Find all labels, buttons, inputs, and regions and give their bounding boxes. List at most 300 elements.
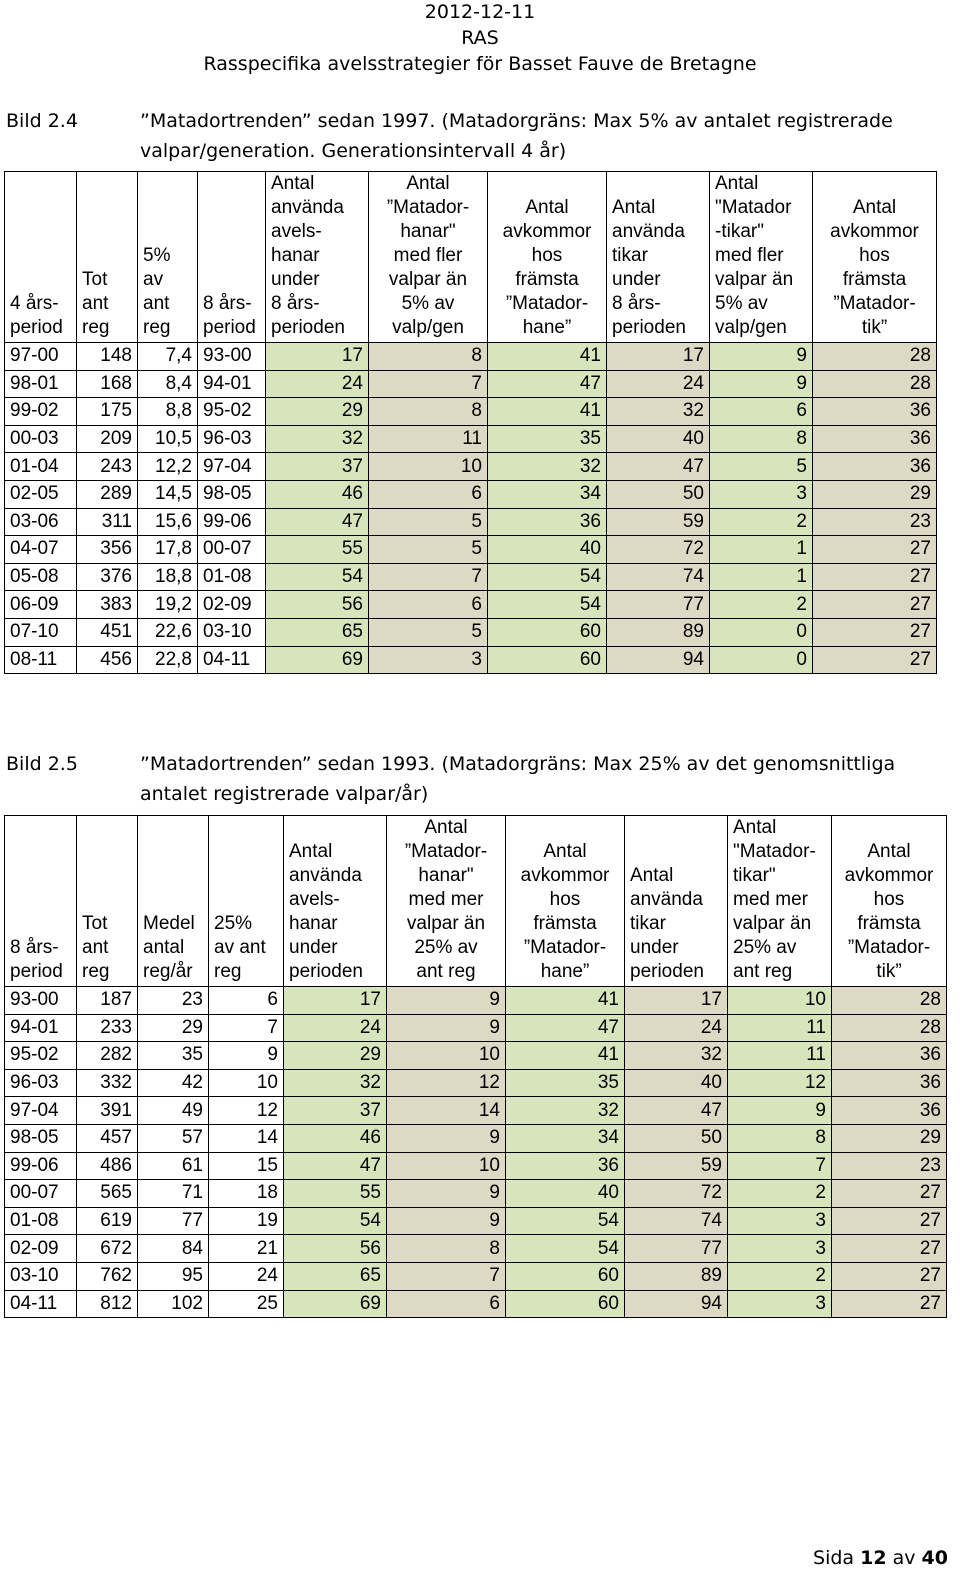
bild24-label: Bild 2.4 xyxy=(6,110,78,132)
table-cell: 8 xyxy=(369,343,488,371)
bild24-caption-block xyxy=(0,106,960,168)
table-cell: 7,4 xyxy=(138,343,198,371)
table-cell: 97-04 xyxy=(198,453,266,481)
bild25-col-header-line: ”Matador- xyxy=(847,937,931,958)
table-cell: 74 xyxy=(625,1207,728,1235)
table-cell: 10,5 xyxy=(138,425,198,453)
table-cell: 29 xyxy=(284,1042,387,1070)
table-cell: 47 xyxy=(625,1097,728,1125)
bild25-col-header-line: valpar än xyxy=(733,913,812,934)
table-cell: 28 xyxy=(813,370,937,398)
table-cell: 27 xyxy=(832,1235,947,1263)
table-row xyxy=(5,563,937,591)
table-cell: 27 xyxy=(832,1207,947,1235)
table-cell: 15 xyxy=(209,1152,284,1180)
table-cell: 00-03 xyxy=(5,425,77,453)
table-row xyxy=(5,480,937,508)
bild25-col-header-line: perioden xyxy=(289,961,363,982)
table-cell: 32 xyxy=(625,1042,728,1070)
bild25-col-header-line: hos xyxy=(549,889,581,910)
table-cell: 209 xyxy=(77,425,138,453)
table-cell: 60 xyxy=(488,646,607,674)
table-cell: 3 xyxy=(728,1290,832,1318)
bild25-col-header-line: avels- xyxy=(289,889,340,910)
bild25-col-header-line: ”Matador- xyxy=(523,937,607,958)
bild24-col-header-line: ”Matador- xyxy=(833,293,916,314)
footer-prefix: Sida xyxy=(813,1547,855,1569)
table-cell: 98-05 xyxy=(5,1124,77,1152)
table-cell: 94-01 xyxy=(198,370,266,398)
bild25-col-header-line: Antal xyxy=(867,841,911,862)
table-cell: 59 xyxy=(625,1152,728,1180)
table-cell: 42 xyxy=(138,1069,209,1097)
bild24-col-header-line: med fler xyxy=(715,245,784,266)
table-cell: 36 xyxy=(832,1042,947,1070)
table-cell: 36 xyxy=(506,1152,625,1180)
table-cell: 5 xyxy=(369,618,488,646)
table-cell: 89 xyxy=(625,1262,728,1290)
table-row xyxy=(5,425,937,453)
table-cell: 9 xyxy=(387,1180,506,1208)
table-row xyxy=(5,618,937,646)
table-cell: 9 xyxy=(387,987,506,1015)
table-cell: 2 xyxy=(728,1262,832,1290)
table-cell: 00-07 xyxy=(5,1180,77,1208)
table-cell: 69 xyxy=(284,1290,387,1318)
bild25-col-header xyxy=(832,816,947,987)
table-cell: 37 xyxy=(284,1097,387,1125)
table-cell: 11 xyxy=(728,1014,832,1042)
table-cell: 6 xyxy=(710,398,813,426)
bild24-col-header-line: period xyxy=(10,317,63,338)
table-cell: 54 xyxy=(506,1207,625,1235)
table-cell: 3 xyxy=(369,646,488,674)
table-cell: 27 xyxy=(813,563,937,591)
table-cell: 06-09 xyxy=(5,591,77,619)
bild24-col-header-line: "Matador xyxy=(715,197,792,218)
table-cell: 36 xyxy=(813,398,937,426)
table-cell: 1 xyxy=(710,536,813,564)
table-cell: 7 xyxy=(369,563,488,591)
table-row xyxy=(5,398,937,426)
bild24-col-header-line: använda xyxy=(612,221,685,242)
table-cell: 24 xyxy=(266,370,369,398)
table-cell: 376 xyxy=(77,563,138,591)
table-cell: 168 xyxy=(77,370,138,398)
table-cell: 14,5 xyxy=(138,480,198,508)
bild24-col-header-line: avkommor xyxy=(830,221,919,242)
table-cell: 94-01 xyxy=(5,1014,77,1042)
table-cell: 59 xyxy=(607,508,710,536)
table-cell: 02-09 xyxy=(5,1235,77,1263)
bild24-col-header-line: period xyxy=(203,317,256,338)
table-cell: 27 xyxy=(813,618,937,646)
footer-total: 40 xyxy=(921,1547,948,1569)
table-cell: 27 xyxy=(813,646,937,674)
bild25-col-header-line: tikar" xyxy=(733,865,776,886)
bild25-col-header-line: Antal xyxy=(630,865,674,886)
table-cell: 27 xyxy=(832,1180,947,1208)
bild25-col-header xyxy=(138,816,209,987)
table-cell: 54 xyxy=(488,563,607,591)
table-cell: 40 xyxy=(625,1069,728,1097)
table-cell: 1 xyxy=(710,563,813,591)
table-cell: 32 xyxy=(607,398,710,426)
table-cell: 50 xyxy=(607,480,710,508)
table-cell: 9 xyxy=(387,1014,506,1042)
table-cell: 84 xyxy=(138,1235,209,1263)
table-cell: 77 xyxy=(138,1207,209,1235)
footer-sep: av xyxy=(892,1547,916,1569)
bild24-col-header xyxy=(266,172,369,343)
table-cell: 28 xyxy=(832,1014,947,1042)
bild24-col-header-line: perioden xyxy=(271,317,345,338)
table-cell: 23 xyxy=(813,508,937,536)
table-cell: 65 xyxy=(284,1262,387,1290)
bild24-col-header xyxy=(813,172,937,343)
table-cell: 2 xyxy=(710,591,813,619)
bild25-col-header xyxy=(506,816,625,987)
table-cell: 5 xyxy=(369,508,488,536)
table-row xyxy=(5,343,937,371)
table-cell: 97-04 xyxy=(5,1097,77,1125)
bild24-col-header xyxy=(5,172,77,343)
table-cell: 8,4 xyxy=(138,370,198,398)
bild25-col-header-line: "Matador- xyxy=(733,841,816,862)
table-cell: 04-11 xyxy=(198,646,266,674)
table-cell: 12,2 xyxy=(138,453,198,481)
table-cell: 24 xyxy=(607,370,710,398)
table-cell: 391 xyxy=(77,1097,138,1125)
table-cell: 47 xyxy=(488,370,607,398)
table-cell: 61 xyxy=(138,1152,209,1180)
table-cell: 565 xyxy=(77,1180,138,1208)
table-cell: 187 xyxy=(77,987,138,1015)
bild25-col-header-line: ant reg xyxy=(733,961,793,982)
bild24-col-header xyxy=(488,172,607,343)
bild24-col-header-line: reg xyxy=(82,317,110,338)
table-cell: 14 xyxy=(209,1124,284,1152)
table-cell: 12 xyxy=(387,1069,506,1097)
bild24-col-header-line: 8 års- xyxy=(271,293,320,314)
table-cell: 19 xyxy=(209,1207,284,1235)
table-cell: 383 xyxy=(77,591,138,619)
bild25-col-header-line: 25% av xyxy=(414,937,478,958)
header-title: Rasspecifika avelsstrategier för Basset Fauve de Bretagne xyxy=(203,53,757,75)
bild25-col-header xyxy=(5,816,77,987)
table-cell: 98-05 xyxy=(198,480,266,508)
table-cell: 10 xyxy=(387,1152,506,1180)
bild24-col-header-line: under xyxy=(271,269,320,290)
table-cell: 34 xyxy=(488,480,607,508)
table-cell: 69 xyxy=(266,646,369,674)
bild24-col-header-line: perioden xyxy=(612,317,686,338)
bild25-table xyxy=(4,815,947,1318)
bild24-col-header-line: 5% av xyxy=(715,293,768,314)
table-cell: 19,2 xyxy=(138,591,198,619)
table-cell: 36 xyxy=(488,508,607,536)
bild24-col-header-line: hos xyxy=(859,245,890,266)
table-row xyxy=(5,1042,947,1070)
table-row xyxy=(5,1152,947,1180)
bild25-col-header-line: använda xyxy=(630,889,703,910)
table-cell: 01-08 xyxy=(5,1207,77,1235)
table-row xyxy=(5,1262,947,1290)
table-cell: 10 xyxy=(209,1069,284,1097)
table-cell: 11 xyxy=(728,1042,832,1070)
bild24-col-header-line: hanar" xyxy=(400,221,456,242)
table-cell: 36 xyxy=(813,425,937,453)
table-cell: 05-08 xyxy=(5,563,77,591)
table-cell: 3 xyxy=(728,1207,832,1235)
table-cell: 47 xyxy=(607,453,710,481)
table-cell: 23 xyxy=(138,987,209,1015)
bild25-label: Bild 2.5 xyxy=(6,753,78,775)
table-cell: 04-07 xyxy=(5,536,77,564)
table-cell: 60 xyxy=(506,1262,625,1290)
table-cell: 41 xyxy=(488,343,607,371)
table-cell: 65 xyxy=(266,618,369,646)
table-cell: 27 xyxy=(813,536,937,564)
bild24-col-header-line: Antal xyxy=(715,173,759,194)
table-cell: 3 xyxy=(728,1235,832,1263)
table-row xyxy=(5,1207,947,1235)
table-cell: 11 xyxy=(369,425,488,453)
table-cell: 7 xyxy=(209,1014,284,1042)
table-cell: 02-05 xyxy=(5,480,77,508)
bild24-col-header-line: använda xyxy=(271,197,344,218)
table-cell: 77 xyxy=(607,591,710,619)
table-cell: 2 xyxy=(728,1180,832,1208)
table-cell: 21 xyxy=(209,1235,284,1263)
bild25-col-header-line: hos xyxy=(873,889,905,910)
table-cell: 6 xyxy=(387,1290,506,1318)
bild24-col-header-line: ant xyxy=(143,293,170,314)
bild24-col-header-line: främsta xyxy=(515,269,579,290)
bild25-caption: ”Matadortrenden” sedan 1993. (Matadorgräns: Max 25% av det genomsnittliga antalet registrerade valpar/år) xyxy=(140,753,896,805)
table-cell: 311 xyxy=(77,508,138,536)
table-cell: 47 xyxy=(284,1152,387,1180)
table-row xyxy=(5,1290,947,1318)
table-cell: 2 xyxy=(710,508,813,536)
header-org: RAS xyxy=(461,27,499,49)
bild25-col-header-line: hanar xyxy=(289,913,338,934)
bild24-col-header-line: hane” xyxy=(522,317,572,338)
bild25-col-header-line: främsta xyxy=(533,913,597,934)
table-cell: 6 xyxy=(369,480,488,508)
table-cell: 00-07 xyxy=(198,536,266,564)
bild24-col-header-line: Antal xyxy=(406,173,450,194)
table-cell: 98-01 xyxy=(5,370,77,398)
table-cell: 60 xyxy=(488,618,607,646)
table-cell: 332 xyxy=(77,1069,138,1097)
table-cell: 17 xyxy=(607,343,710,371)
table-cell: 10 xyxy=(387,1042,506,1070)
bild24-col-header-line: reg xyxy=(143,317,171,338)
table-cell: 8 xyxy=(728,1124,832,1152)
table-cell: 46 xyxy=(284,1124,387,1152)
bild25-col-header xyxy=(77,816,138,987)
table-cell: 9 xyxy=(710,343,813,371)
bild24-col-header xyxy=(607,172,710,343)
table-cell: 15,6 xyxy=(138,508,198,536)
table-cell: 356 xyxy=(77,536,138,564)
bild25-col-header-line: använda xyxy=(289,865,362,886)
bild24-col-header-line: Antal xyxy=(525,197,569,218)
bild24-col-header-line: tikar xyxy=(612,245,648,266)
bild25-col-header-line: reg xyxy=(214,961,242,982)
bild25-col-header-line: 25% xyxy=(214,913,253,934)
table-cell: 99-02 xyxy=(5,398,77,426)
table-cell: 32 xyxy=(266,425,369,453)
bild25-col-header-line: under xyxy=(289,937,338,958)
table-cell: 10 xyxy=(369,453,488,481)
table-row xyxy=(5,536,937,564)
bild25-col-header-line: valpar än xyxy=(406,913,486,934)
bild25-col-header-line: reg xyxy=(82,961,110,982)
table-cell: 24 xyxy=(284,1014,387,1042)
table-cell: 49 xyxy=(138,1097,209,1125)
table-row xyxy=(5,1124,947,1152)
table-cell: 54 xyxy=(506,1235,625,1263)
table-cell: 36 xyxy=(832,1069,947,1097)
table-cell: 04-11 xyxy=(5,1290,77,1318)
table-cell: 57 xyxy=(138,1124,209,1152)
bild25-col-header-line: Tot xyxy=(82,913,108,934)
bild24-caption: ”Matadortrenden” sedan 1997. (Matadorgräns: Max 5% av antalet registrerade valpar/generation. Generationsintervall 4 år) xyxy=(140,110,893,162)
bild25-col-header xyxy=(209,816,284,987)
table-cell: 9 xyxy=(728,1097,832,1125)
table-cell: 233 xyxy=(77,1014,138,1042)
table-cell: 46 xyxy=(266,480,369,508)
table-cell: 9 xyxy=(209,1042,284,1070)
table-cell: 35 xyxy=(506,1069,625,1097)
table-cell: 23 xyxy=(832,1152,947,1180)
table-cell: 99-06 xyxy=(5,1152,77,1180)
table-cell: 24 xyxy=(625,1014,728,1042)
table-cell: 456 xyxy=(77,646,138,674)
bild24-col-header-line: 4 års- xyxy=(10,293,59,314)
table-cell: 01-08 xyxy=(198,563,266,591)
table-cell: 5 xyxy=(369,536,488,564)
table-cell: 36 xyxy=(813,453,937,481)
table-cell: 40 xyxy=(607,425,710,453)
bild25-col-header xyxy=(284,816,387,987)
bild24-col-header-line: Antal xyxy=(852,197,897,218)
table-cell: 5 xyxy=(710,453,813,481)
table-cell: 14 xyxy=(387,1097,506,1125)
table-row xyxy=(5,370,937,398)
table-row xyxy=(5,1235,947,1263)
bild25-col-header-line: 8 års- xyxy=(10,937,59,958)
table-cell: 22,6 xyxy=(138,618,198,646)
bild24-col-header-line: 5% xyxy=(143,245,171,266)
table-cell: 3 xyxy=(710,480,813,508)
bild25-col-header-line: Antal xyxy=(289,841,333,862)
table-cell: 8 xyxy=(369,398,488,426)
table-cell: 03-10 xyxy=(5,1262,77,1290)
bild24-col-header-line: valp/gen xyxy=(715,317,787,338)
bild24-col-header-line: under xyxy=(612,269,661,290)
table-cell: 07-10 xyxy=(5,618,77,646)
table-cell: 35 xyxy=(138,1042,209,1070)
bild24-col-header xyxy=(710,172,813,343)
bild25-col-header-line: ”Matador- xyxy=(404,841,488,862)
table-cell: 72 xyxy=(625,1180,728,1208)
table-cell: 6 xyxy=(369,591,488,619)
table-cell: 55 xyxy=(266,536,369,564)
table-cell: 37 xyxy=(266,453,369,481)
table-cell: 96-03 xyxy=(198,425,266,453)
table-cell: 17,8 xyxy=(138,536,198,564)
page-footer xyxy=(813,1547,948,1569)
table-cell: 27 xyxy=(832,1290,947,1318)
table-cell: 72 xyxy=(607,536,710,564)
bild25-col-header-line: period xyxy=(10,961,63,982)
table-cell: 812 xyxy=(77,1290,138,1318)
table-cell: 54 xyxy=(284,1207,387,1235)
table-cell: 55 xyxy=(284,1180,387,1208)
bild24-col-header-line: ”Matador- xyxy=(505,293,589,314)
table-cell: 9 xyxy=(387,1207,506,1235)
bild24-col-header-line: tik” xyxy=(861,317,888,338)
bild25-col-header-line: tik” xyxy=(876,961,902,982)
table-cell: 27 xyxy=(813,591,937,619)
table-row xyxy=(5,508,937,536)
bild25-col-header-line: 25% av xyxy=(733,937,797,958)
table-cell: 47 xyxy=(506,1014,625,1042)
table-cell: 17 xyxy=(625,987,728,1015)
table-cell: 32 xyxy=(488,453,607,481)
bild25-col-header-line: hane” xyxy=(540,961,590,982)
table-cell: 97-00 xyxy=(5,343,77,371)
bild24-col-header-line: hos xyxy=(531,245,563,266)
table-cell: 41 xyxy=(506,1042,625,1070)
table-cell: 17 xyxy=(284,987,387,1015)
table-cell: 27 xyxy=(832,1262,947,1290)
table-cell: 282 xyxy=(77,1042,138,1070)
footer-page: 12 xyxy=(860,1547,887,1569)
table-cell: 619 xyxy=(77,1207,138,1235)
table-cell: 89 xyxy=(607,618,710,646)
bild24-col-header-line: valpar än xyxy=(715,269,794,290)
table-row xyxy=(5,591,937,619)
bild24-col-header-line: Antal xyxy=(612,197,656,218)
table-cell: 7 xyxy=(369,370,488,398)
table-cell: 47 xyxy=(266,508,369,536)
table-cell: 02-09 xyxy=(198,591,266,619)
bild25-col-header xyxy=(728,816,832,987)
bild25-col-header-line: perioden xyxy=(630,961,704,982)
table-cell: 94 xyxy=(607,646,710,674)
table-cell: 28 xyxy=(813,343,937,371)
bild25-col-header-line: Antal xyxy=(543,841,587,862)
bild24-col-header-line: Antal xyxy=(271,173,315,194)
table-cell: 24 xyxy=(209,1262,284,1290)
table-cell: 7 xyxy=(387,1262,506,1290)
bild25-col-header-line: reg/år xyxy=(143,961,193,982)
table-cell: 25 xyxy=(209,1290,284,1318)
table-cell: 34 xyxy=(506,1124,625,1152)
table-row xyxy=(5,1097,947,1125)
table-cell: 74 xyxy=(607,563,710,591)
table-row xyxy=(5,1180,947,1208)
bild25-col-header-line: ant reg xyxy=(416,961,476,982)
table-cell: 9 xyxy=(710,370,813,398)
header-date: 2012-12-11 xyxy=(424,1,536,23)
table-cell: 672 xyxy=(77,1235,138,1263)
table-cell: 71 xyxy=(138,1180,209,1208)
